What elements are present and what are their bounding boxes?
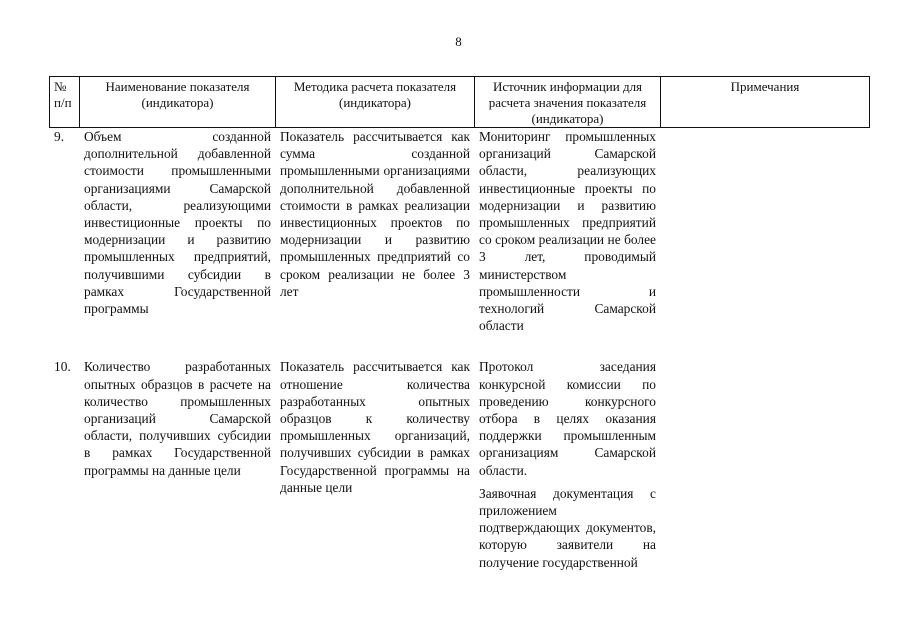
table-header-row — [50, 77, 870, 128]
info-source-cell — [475, 334, 661, 570]
header-calc-method: Методика расчета показателя (индикатора) — [276, 77, 475, 128]
notes-cell — [661, 128, 870, 335]
table-row — [50, 128, 870, 335]
indicator-name-cell: Объем созданной дополнительной добавленной стоимости промышленными организациями Самарской области, реализующими инвестиционные проекты по модернизации и развитию промышленных предприятий, получившими субсидии в рамках Государственной программы — [84, 129, 271, 317]
header-indicator-name: Наименование показателя (индикатора) — [80, 77, 276, 128]
calc-method-cell: Показатель рассчитывается как отношение количества разработанных опытных образцов к количеству промышленных организаций, получивших субсидии в рамках Государственной программы на данные цели — [280, 359, 470, 495]
header-num: № п/п — [50, 77, 80, 128]
row-number: 9. — [54, 129, 65, 144]
indicator-name-cell: Количество разработанных опытных образцов в расчете на количество промышленных организаций Самарской области, получивших субсидии в рамках Государственной программы на данные цели — [84, 359, 271, 478]
info-source-continuation: Заявочная документация с приложением подтверждающих документов, которую заявители на получение государственной — [479, 485, 656, 570]
notes-cell — [661, 334, 870, 570]
header-notes: Примечания — [661, 77, 870, 128]
page-number: 8 — [455, 34, 462, 49]
table-row — [50, 334, 870, 570]
info-source-text: Протокол заседания конкурсной комиссии по проведению конкурсного отбора в целях оказания поддержки промышленным организациям Самарской области. — [479, 359, 656, 478]
row-number: 10. — [54, 359, 71, 375]
calc-method-cell: Показатель рассчитывается как сумма созданной промышленными организациями дополнительной добавленной стоимости в рамках реализации инвестиционных проектов по модернизации и развитию промышленных предприятий со сроком реализации не более 3 лет — [280, 129, 470, 299]
indicators-table — [49, 76, 870, 571]
header-info-source: Источник информации для расчета значения показателя (индикатора) — [475, 77, 661, 128]
info-source-cell — [475, 128, 661, 335]
info-source-text: Мониторинг промышленных организаций Самарской области, реализующих инвестиционные проекты по модернизации и развитию промышленных предприятий со сроком реализации не более 3 лет, проводимый министерством промышленности и технологий Самарской области — [479, 129, 656, 334]
